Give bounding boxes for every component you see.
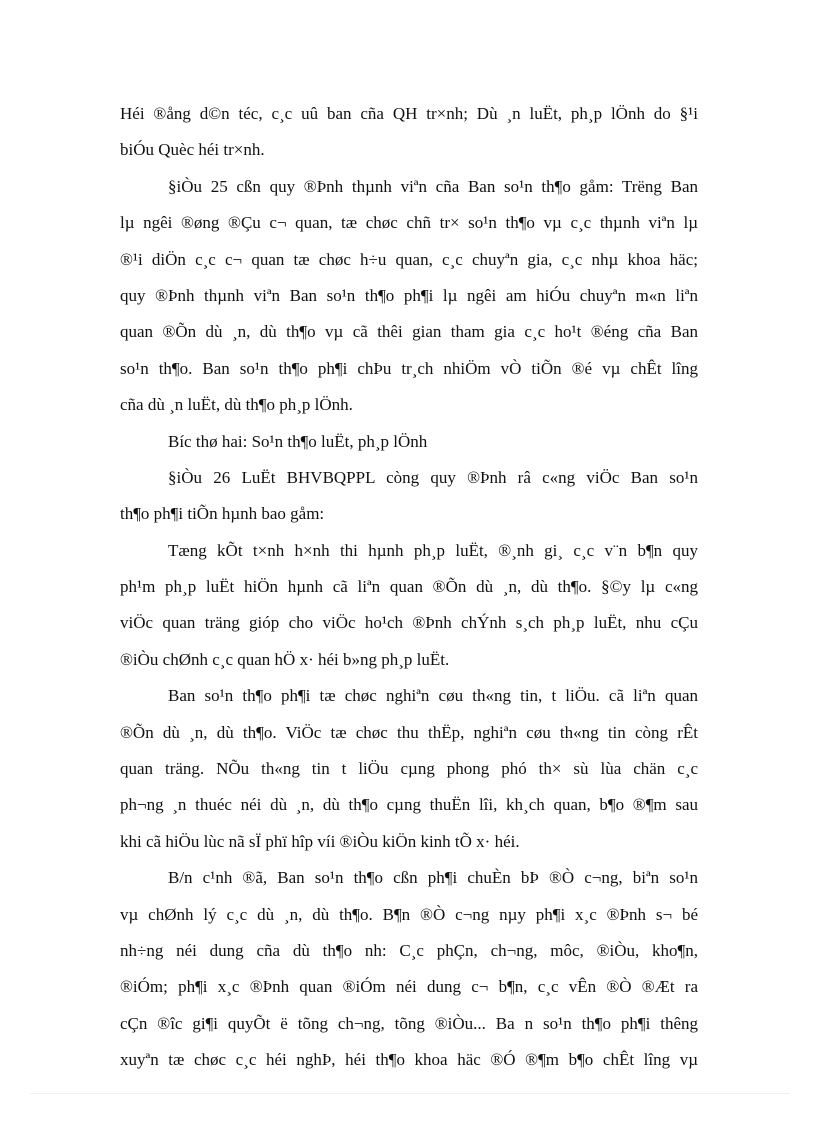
text-line: viÖc quan träng gióp cho viÖc ho¹ch ®Þnh chÝnh s¸ch ph¸p luËt, nhu cÇu: [120, 613, 698, 633]
text-line: cña dù ¸n luËt, dù th¶o ph¸p lÖnh.: [120, 395, 353, 415]
text-line: th¶o ph¶i tiÕn hµnh bao gåm:: [120, 504, 325, 524]
text-line: xuyªn tæ chøc c¸c héi nghÞ, héi th¶o khoa häc ®Ó ®¶m b¶o chÊt lîng vµ: [120, 1050, 698, 1070]
document-body: [120, 96, 698, 1079]
text-line: Héi ®ång d©n téc, c¸c uû ban cña QH tr×nh; Dù ¸n luËt, ph¸p lÖnh do §¹i: [120, 104, 698, 123]
text-line: nh÷ng néi dung cña dù th¶o nh: C¸c phÇn, ch¬ng, môc, ®iÒu, kho¶n,: [120, 940, 698, 960]
text-line: quan ®Õn dù ¸n, dù th¶o vµ cã thêi gian tham gia c¸c ho¹t ®éng cña Ban: [120, 322, 698, 342]
text-line: ph¹m ph¸p luËt hiÖn hµnh cã liªn quan ®Õn dù ¸n, dù th¶o. §©y lµ c«ng: [120, 577, 698, 597]
section-heading: Bíc thø hai: So¹n th¶o luËt, ph¸p lÖnh: [168, 431, 428, 451]
text-line: B/n c¹nh ®ã, Ban so¹n th¶o cßn ph¶i chuÈn bÞ ®Ò c¬ng, biªn so¹n: [168, 868, 698, 888]
text-line: lµ ngêi ®øng ®Çu c¬ quan, tæ chøc chñ tr× so¹n th¶o vµ c¸c thµnh viªn lµ: [120, 213, 698, 233]
text-line: khi cã hiÖu lùc nã sÏ phï hîp víi ®iÒu kiÖn kinh tÕ x· héi.: [120, 831, 520, 851]
text-line: ®Õn dù ¸n, dù th¶o. ViÖc tæ chøc thu thËp, nghiªn cøu th«ng tin còng rÊt: [120, 722, 698, 742]
text-line: cÇn ®îc gi¶i quyÕt ë tõng ch¬ng, tõng ®iÒu... Ba n so¹n th¶o ph¶i thêng: [120, 1013, 698, 1033]
text-line: ®iÓm; ph¶i x¸c ®Þnh quan ®iÓm néi dung c¬ b¶n, c¸c vÊn ®Ò ®Æt ra: [120, 977, 698, 997]
text-line: §iÒu 25 cßn quy ®Þnh thµnh viªn cña Ban so¹n th¶o gåm: Trëng Ban: [168, 176, 698, 196]
text-line: quy ®Þnh thµnh viªn Ban so¹n th¶o ph¶i lµ ngêi am hiÓu chuyªn m«n liªn: [120, 285, 698, 305]
text-line: biÓu Quèc héi tr×nh.: [120, 140, 265, 160]
text-line: Ban so¹n th¶o ph¶i tæ chøc nghiªn cøu th«ng tin, t liÖu. cã liªn quan: [168, 686, 698, 706]
text-line: quan träng. NÕu th«ng tin t liÖu cµng phong phó th× sù lùa chän c¸c: [120, 759, 698, 779]
text-line: ph¬ng ¸n thuéc néi dù ¸n, dù th¶o cµng thuËn lîi, kh¸ch quan, b¶o ®¶m sau: [120, 795, 698, 815]
text-line: ®iÒu chØnh c¸c quan hÖ x· héi b»ng ph¸p luËt.: [120, 649, 450, 669]
text-line: §iÒu 26 LuËt BHVBQPPL còng quy ®Þnh râ c«ng viÖc Ban so¹n: [168, 467, 698, 487]
page-bottom-divider: [30, 1093, 790, 1094]
text-line: Tæng kÕt t×nh h×nh thi hµnh ph¸p luËt, ®¸nh gi¸ c¸c v¨n b¶n quy: [168, 540, 698, 560]
text-line: ®¹i diÖn c¸c c¬ quan tæ chøc h÷u quan, c¸c chuyªn gia, c¸c nhµ khoa häc;: [120, 249, 698, 269]
text-line: so¹n th¶o. Ban so¹n th¶o ph¶i chÞu tr¸ch nhiÖm vÒ tiÕn ®é vµ chÊt lîng: [120, 358, 698, 378]
text-line: vµ chØnh lý c¸c dù ¸n, dù th¶o. B¶n ®Ò c¬ng nµy ph¶i x¸c ®Þnh s¬ bé: [120, 904, 698, 924]
